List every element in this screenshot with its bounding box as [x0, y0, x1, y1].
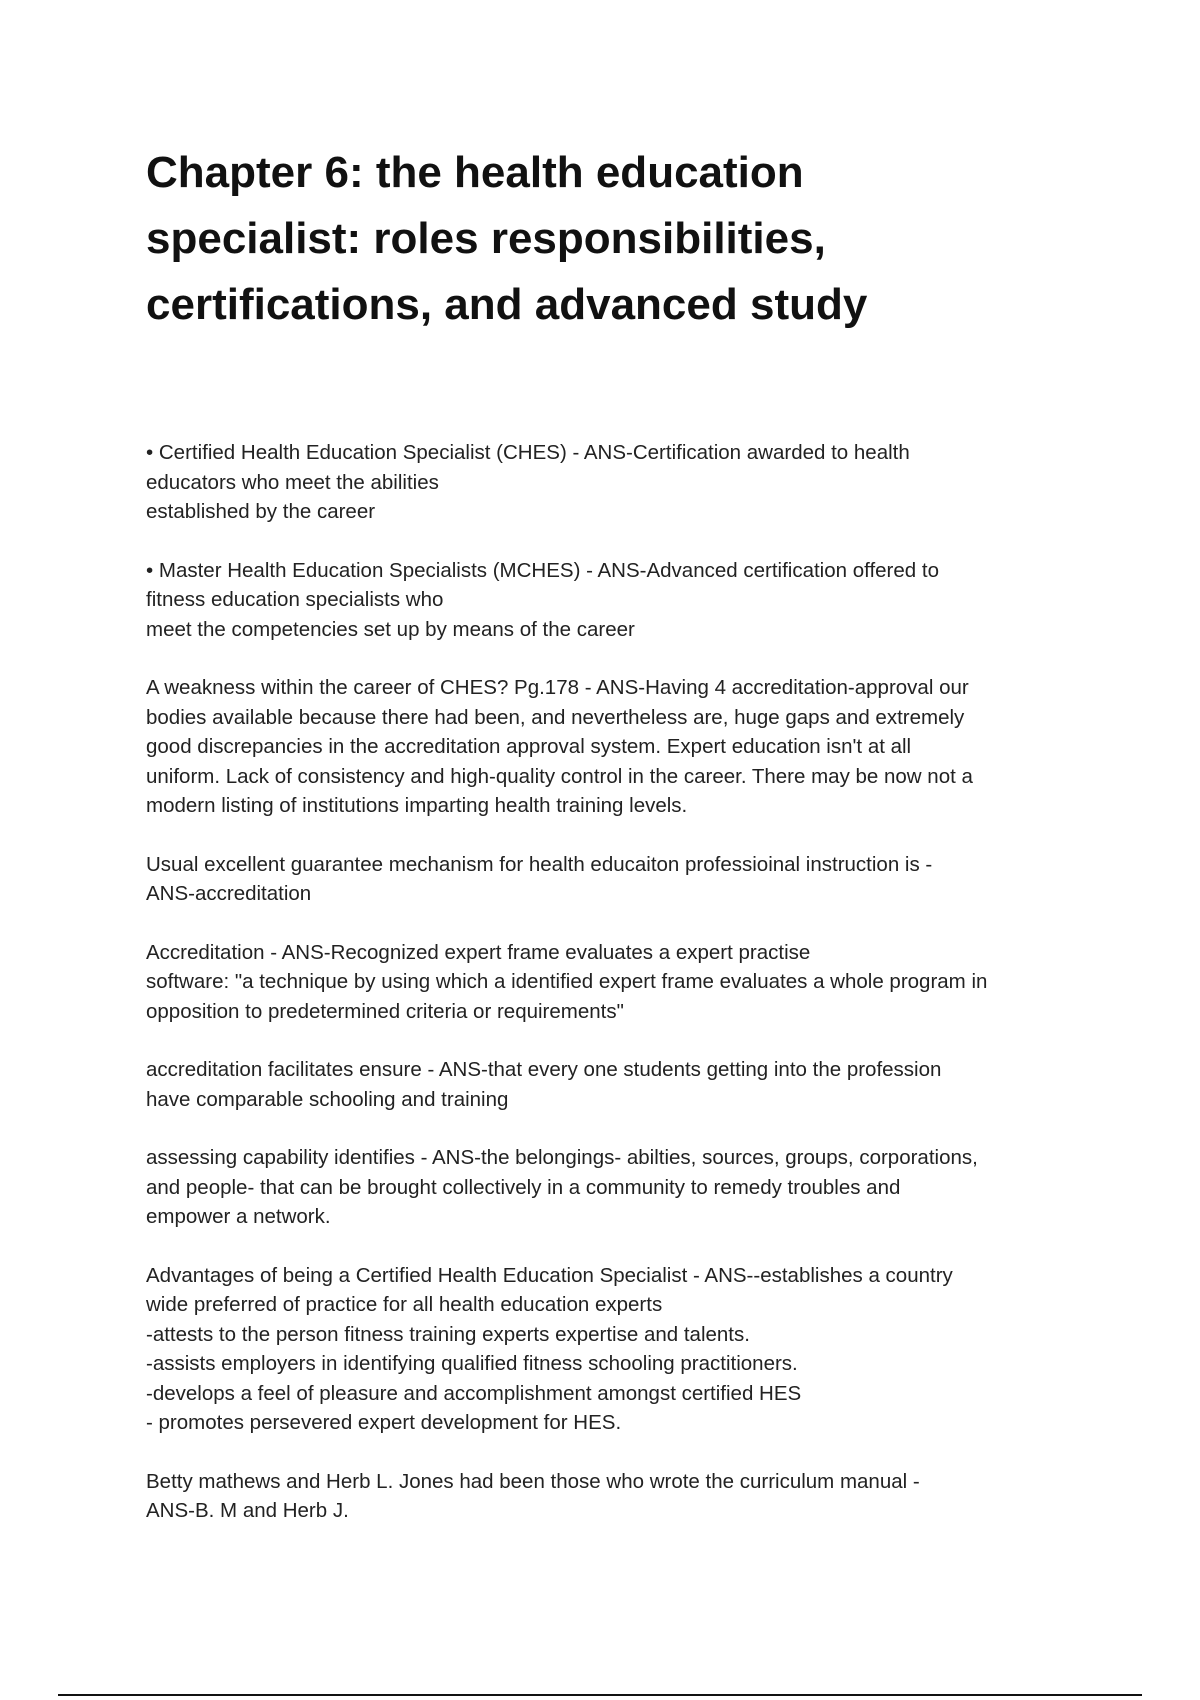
- flashcard-entry: [146, 673, 1076, 821]
- entry-text-line: established by the career: [146, 500, 376, 523]
- entry-text-line: ANS-accreditation: [146, 882, 312, 905]
- entry-text-line: software: "a technique by using which a identified expert frame evaluates a whole program in: [146, 970, 988, 993]
- entry-text-line: -attests to the person fitness training experts expertise and talents.: [146, 1322, 750, 1346]
- entry-text-line: Usual excellent guarantee mechanism for health educaiton professioinal instruction is -: [146, 852, 933, 876]
- flashcard-entry: [146, 1055, 1076, 1114]
- entry-text-line: Advantages of being a Certified Health Education Specialist - ANS--establishes a country: [146, 1263, 953, 1287]
- entry-text-line: accreditation facilitates ensure - ANS-that every one students getting into the profession: [146, 1058, 942, 1081]
- entry-text-line: Accreditation - ANS-Recognized expert frame evaluates a expert practise: [146, 940, 811, 964]
- title-line: certifications, and advanced study: [146, 280, 868, 329]
- flashcard-entry: [146, 850, 1076, 909]
- entry-text-line: assessing capability identifies - ANS-the belongings- abilties, sources, groups, corporations,: [146, 1146, 978, 1169]
- entry-text-line: uniform. Lack of consistency and high-quality control in the career. There may be now not a: [146, 764, 973, 788]
- entry-text-line: - promotes persevered expert development for HES.: [146, 1411, 622, 1434]
- title-line: Chapter 6: the health education: [146, 148, 804, 197]
- entry-text-line: wide preferred of practice for all health education experts: [146, 1293, 663, 1316]
- entry-text-line: bodies available because there had been, and nevertheless are, huge gaps and extremely: [146, 705, 965, 729]
- flashcard-entry: [146, 1467, 1076, 1526]
- entry-text-line: empower a network.: [146, 1205, 331, 1228]
- entry-text-line: have comparable schooling and training: [146, 1087, 509, 1111]
- entry-text-line: and people- that can be brought collectively in a community to remedy troubles and: [146, 1175, 901, 1199]
- entry-text-line: meet the competencies set up by means of the career: [146, 617, 635, 641]
- entry-text-line: • Certified Health Education Specialist (CHES) - ANS-Certification awarded to health: [146, 441, 910, 464]
- flashcard-entry: [146, 1261, 1076, 1438]
- entry-text-line: opposition to predetermined criteria or requirements": [146, 999, 624, 1023]
- entry-text-line: educators who meet the abilities: [146, 470, 439, 494]
- flashcard-entry: [146, 938, 1076, 1027]
- footer-divider: [58, 1694, 1142, 1696]
- entry-text-line: -develops a feel of pleasure and accomplishment amongst certified HES: [146, 1381, 802, 1405]
- entry-text-line: fitness education specialists who: [146, 588, 444, 611]
- entry-text-line: ANS-B. M and Herb J.: [146, 1499, 349, 1522]
- entry-text-line: -assists employers in identifying qualified fitness schooling practitioners.: [146, 1352, 798, 1375]
- title-line: specialist: roles responsibilities,: [146, 214, 826, 263]
- entry-text-line: good discrepancies in the accreditation approval system. Expert education isn't at all: [146, 735, 912, 758]
- flashcard-list: [146, 438, 1076, 1555]
- flashcard-entry: [146, 556, 1076, 645]
- entry-text-line: Betty mathews and Herb L. Jones had been those who wrote the curriculum manual -: [146, 1469, 920, 1493]
- flashcard-entry: [146, 1143, 1076, 1232]
- page-title: [146, 140, 1046, 338]
- entry-text-line: modern listing of institutions imparting health training levels.: [146, 794, 688, 817]
- entry-text-line: A weakness within the career of CHES? Pg.178 - ANS-Having 4 accreditation-approval our: [146, 676, 969, 699]
- flashcard-entry: [146, 438, 1076, 527]
- entry-text-line: • Master Health Education Specialists (MCHES) - ANS-Advanced certification offered to: [146, 558, 939, 582]
